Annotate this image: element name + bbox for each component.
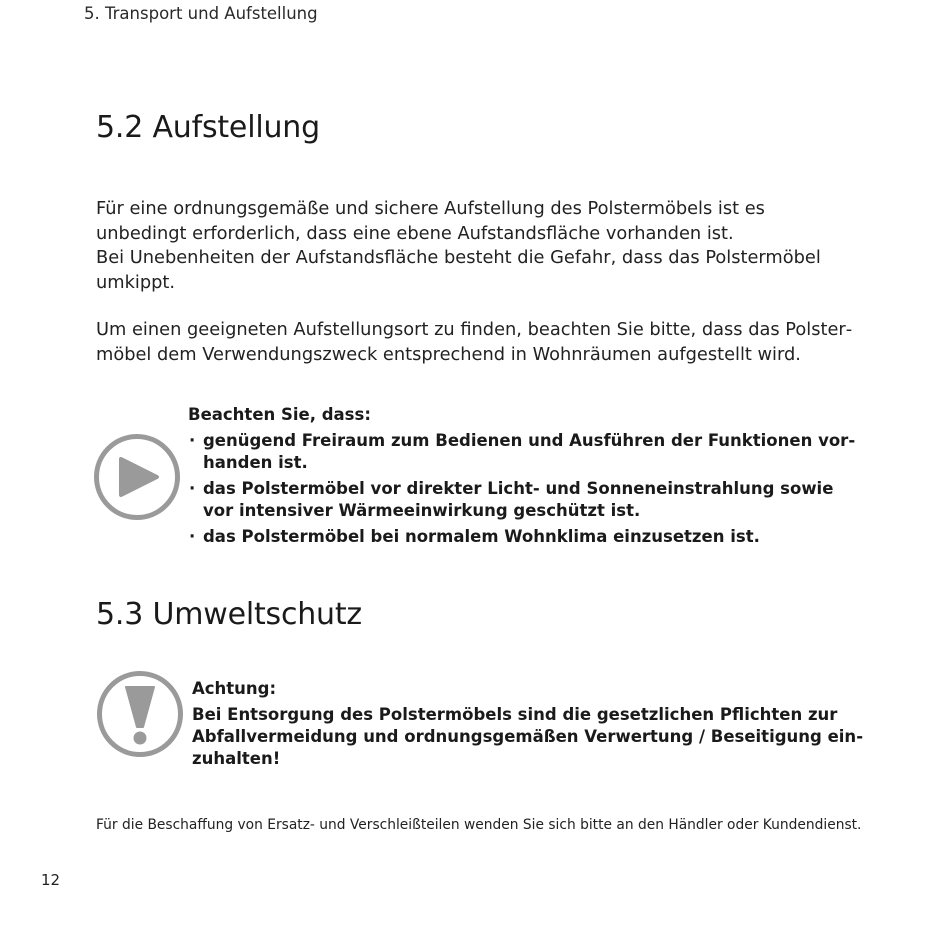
list-item: · das Polstermöbel vor direkter Licht- und Sonneneinstrahlung sowie vor intensiver Wärmeeinwirkung geschützt ist. [188, 478, 868, 522]
play-icon [93, 433, 181, 521]
paragraph-aufstellung-2: Um einen geeigneten Aufstellungsort zu finden, beachten Sie bitte, dass das Polstermöbel dem Verwendungszweck entsprechend in Wohnräumen aufgestellt wird. [96, 319, 853, 365]
paragraph-aufstellung-1 [96, 197, 856, 295]
note-block [188, 404, 868, 552]
warning-text: Bei Entsorgung des Polstermöbels sind die gesetzlichen Pflichten zur Abfallvermeidung und ordnungsgemäßen Verwertung / Beseitigung einzuhalten! [192, 705, 864, 768]
exclamation-icon [96, 670, 184, 758]
list-item: · das Polstermöbel bei normalem Wohnklima einzusetzen ist. [188, 526, 868, 548]
paragraph-line: Bei Unebenheiten der Aufstandsfläche besteht die Gefahr, dass das Polstermöbel umkippt. [96, 247, 821, 293]
note-title: Beachten Sie, dass: [188, 405, 371, 424]
section-heading-aufstellung: 5.2 Aufstellung [96, 110, 320, 145]
section-heading-umweltschutz: 5.3 Umweltschutz [96, 597, 362, 632]
paragraph-line: Für eine ordnungsgemäße und sichere Aufstellung des Polstermöbels ist es unbedingt erforderlich, dass eine ebene Aufstandsfläche vorhanden ist. [96, 198, 765, 244]
note-list [188, 430, 868, 548]
warning-title: Achtung: [192, 679, 277, 698]
list-item: · genügend Freiraum zum Bedienen und Ausführen der Funktionen vorhanden ist. [188, 430, 868, 474]
page-number: 12 [41, 871, 61, 889]
warning-block [192, 678, 872, 770]
running-head: 5. Transport und Aufstellung [84, 4, 318, 23]
service-note: Für die Beschaffung von Ersatz- und Verschleißteilen wenden Sie sich bitte an den Händler oder Kundendienst. [96, 817, 862, 833]
